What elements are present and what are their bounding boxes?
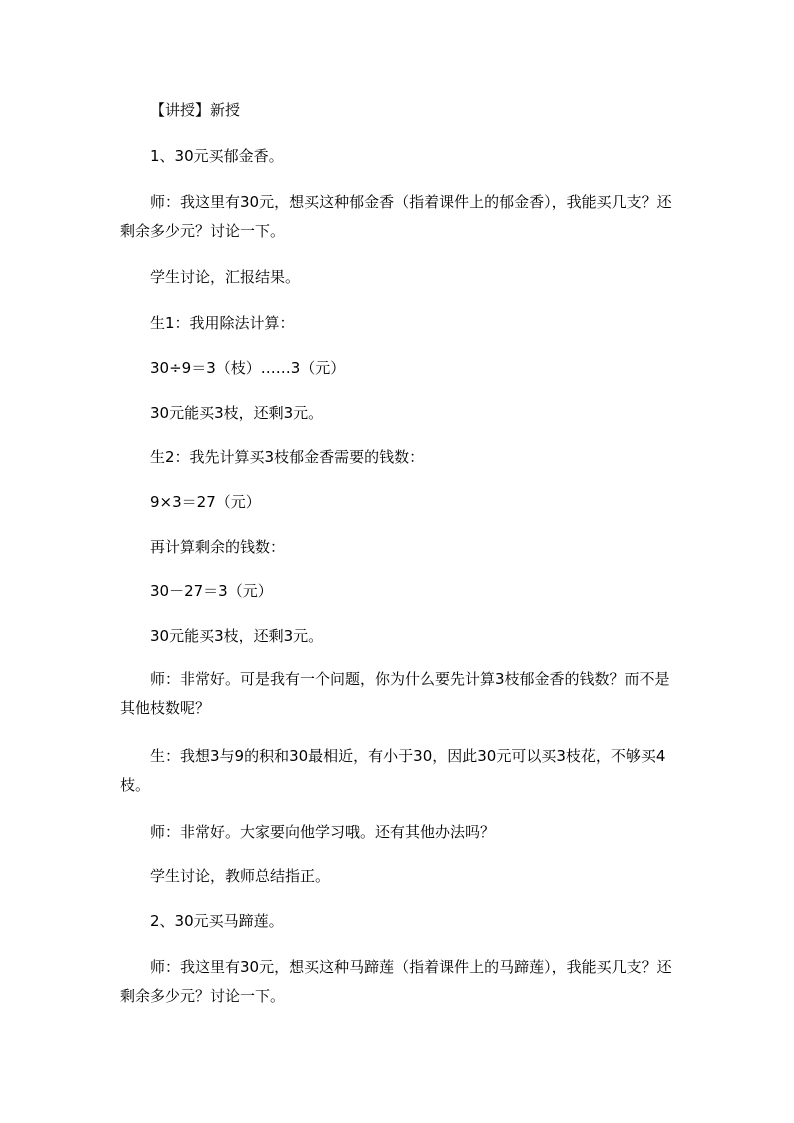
student-discussion-1: 学生讨论，汇报结果。	[150, 268, 301, 286]
result-2: 30元能买3枝，还剩3元。	[150, 627, 324, 645]
section-heading: 【讲授】新授	[150, 101, 241, 119]
teacher-question-1: 师：我这里有30元，想买这种郁金香（指着课件上的郁金香），我能买几支？还剩余多少元？讨论一下。	[120, 193, 672, 240]
subsection-heading-1: 1、30元买郁金香。	[150, 147, 284, 165]
equation-division: 30÷9＝3（枝）……3（元）	[150, 359, 346, 377]
student-explanation: 生：我想3与9的积和30最相近，有小于30，因此30元可以买3枝花，不够买4枝。	[120, 747, 666, 794]
student-discussion-2: 学生讨论，教师总结指正。	[150, 867, 331, 885]
student-1-method: 生1：我用除法计算：	[150, 314, 295, 332]
teacher-praise: 师：非常好。大家要向他学习哦。还有其他办法吗？	[150, 823, 496, 841]
equation-multiplication: 9×3＝27（元）	[150, 493, 261, 511]
teacher-question-2: 师：我这里有30元，想买这种马蹄莲（指着课件上的马蹄莲），我能买几支？还剩余多少元？讨论一下。	[120, 958, 672, 1005]
teacher-followup: 师：非常好。可是我有一个问题，你为什么要先计算3枝郁金香的钱数？而不是其他枝数呢？	[120, 670, 670, 717]
subsection-heading-2: 2、30元买马蹄莲。	[150, 912, 284, 930]
result-1: 30元能买3枝，还剩3元。	[150, 404, 324, 422]
equation-subtraction: 30－27＝3（元）	[150, 582, 273, 600]
remaining-calc-text: 再计算剩余的钱数：	[150, 538, 286, 556]
student-2-method: 生2：我先计算买3枝郁金香需要的钱数：	[150, 448, 425, 466]
